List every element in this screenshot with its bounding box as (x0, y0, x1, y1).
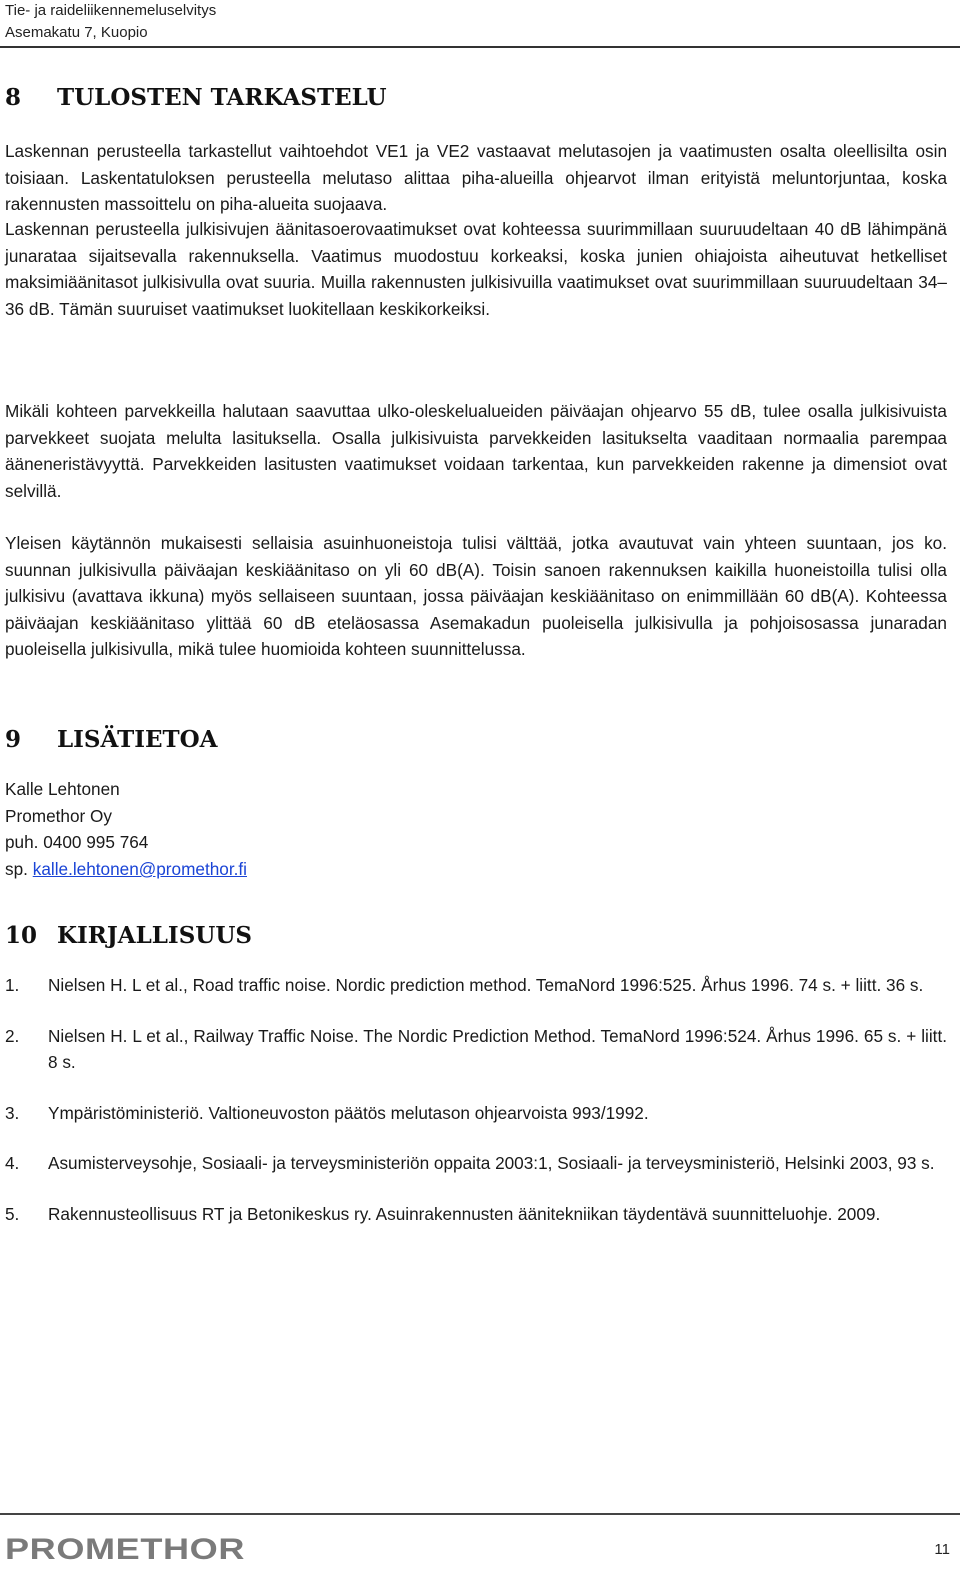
reference-text: Asumisterveysohje, Sosiaali- ja terveysministeriön oppaita 2003:1, Sosiaali- ja terveysministeriö, Helsinki 2003, 93 s. (48, 1153, 935, 1173)
email-link[interactable]: kalle.lehtonen@promethor.fi (32, 859, 247, 880)
reference-text: Nielsen H. L et al., Railway Traffic Noise. The Nordic Prediction Method. TemaNord 1996:524. Århus 1996. 65 s. + liitt. 8 s. (48, 1025, 947, 1072)
contact-phone: puh. 0400 995 764 (5, 832, 149, 853)
paragraph: Laskennan perusteella tarkastellut vaihtoehdot VE1 ja VE2 vastaavat melutasojen ja vaatimusten osalta oleellisilta osin toisiaan. Laskentatuloksen perusteella melutaso alittaa piha-alueilla ohjearvot ilman erityistä meluntorjuntaa, koska rakennusten massoittelu on piha-alueita suojaava. (5, 141, 947, 214)
reference-number: 1. (5, 975, 20, 995)
section-title: LISÄTIETOA (57, 726, 218, 753)
reference-item (5, 1150, 947, 1177)
header-title: Tie- ja raideliikennemeluselvitys (5, 2, 217, 19)
contact-company: Promethor Oy (5, 805, 112, 826)
section-heading-9 (5, 726, 218, 753)
reference-list (5, 972, 947, 1251)
section-number: 10 (5, 922, 38, 949)
reference-text: Nielsen H. L et al., Road traffic noise. Nordic prediction method. TemaNord 1996:525. Århus 1996. 74 s. + liitt. 36 s. (48, 975, 924, 995)
header-address: Asemakatu 7, Kuopio (5, 24, 148, 41)
logo-text: PROMETHOR (5, 1533, 245, 1563)
page-number: 11 (934, 1541, 950, 1558)
reference-text: Rakennusteollisuus RT ja Betonikeskus ry. Asuinrakennusten äänitekniikan täydentävä suunnitteluohje. 2009. (48, 1203, 881, 1224)
reference-item (5, 1023, 947, 1076)
section-heading-10 (5, 922, 252, 949)
paragraph: Yleisen käytännön mukaisesti sellaisia asuinhuoneistoja tulisi välttää, jotka avautuvat vain yhteen suuntaan, jos ko. suunnan julkisivulla päiväajan keskiäänitaso on yli 60 dB(A). Toisin sanoen rakennuksen kaikilla huoneistoilla tulisi olla julkisivu (avattava ikkuna) myös sellaiseen suuntaan, jossa päiväajan keskiäänitaso on enimmillään 60 dB(A). Kohteessa päiväajan keskiäänitaso ylittää 60 dB eteläosassa Asemakadun puoleisella julkisivulla ja pohjoisosassa junaradan puoleisella julkisivulla, mikä tulee huomioida kohteen suunnittelussa. (5, 533, 947, 659)
reference-number: 4. (5, 1153, 20, 1173)
contact-email-line (5, 856, 247, 883)
running-header (5, 0, 216, 44)
contact-block (5, 776, 247, 883)
promethor-logo (5, 1533, 250, 1563)
logo-wordmark (5, 1533, 250, 1563)
section-title: KIRJALLISUUS (57, 922, 253, 949)
paragraph: Laskennan perusteella julkisivujen äänitasoerovaatimukset ovat kohteessa suurimmillaan suuruudeltaan 40 dB lähimpänä junarataa sijaitsevalla rakennuksella. Vaatimus muodostuu korkeaksi, koska junien ohiajoista aiheutuvat hetkelliset maksimiäänitasot julkisivulla ovat suuria. Muilla rakennusten julkisivuilla vaatimukset ovat suurimmillaan suuruudeltaan 34–36 dB. Tämän suuruiset vaatimukset luokitellaan keskikorkeiksi. (5, 219, 947, 319)
reference-number: 2. (5, 1025, 20, 1046)
paragraph: Mikäli kohteen parvekkeilla halutaan saavuttaa ulko-oleskelualueiden päiväajan ohjearvo 55 dB, tulee osalla julkisivuista parvekkeet suojata melulta lasituksella. Osalla julkisivuista parvekkeiden lasitukselta vaaditaan normaalia parempaa ääneneristävyyttä. Parvekkeiden lasitusten vaatimukset voidaan tarkentaa, kun parvekkeiden rakenne ja dimensiot ovat selvillä. (5, 401, 947, 501)
reference-item (5, 1201, 947, 1228)
section-number: 9 (5, 726, 22, 753)
section-title: TULOSTEN TARKASTELU (57, 84, 387, 111)
email-prefix: sp. (5, 859, 28, 880)
header-divider (0, 46, 960, 48)
reference-item (5, 1100, 947, 1127)
reference-number: 5. (5, 1203, 20, 1224)
section-heading-8 (5, 84, 387, 111)
reference-number: 3. (5, 1102, 20, 1123)
section-number: 8 (5, 84, 22, 111)
reference-text: Ympäristöministeriö. Valtioneuvoston päätös melutason ohjearvoista 993/1992. (48, 1102, 649, 1123)
reference-item (5, 972, 947, 999)
footer-divider (0, 1513, 960, 1515)
contact-name: Kalle Lehtonen (5, 779, 120, 799)
